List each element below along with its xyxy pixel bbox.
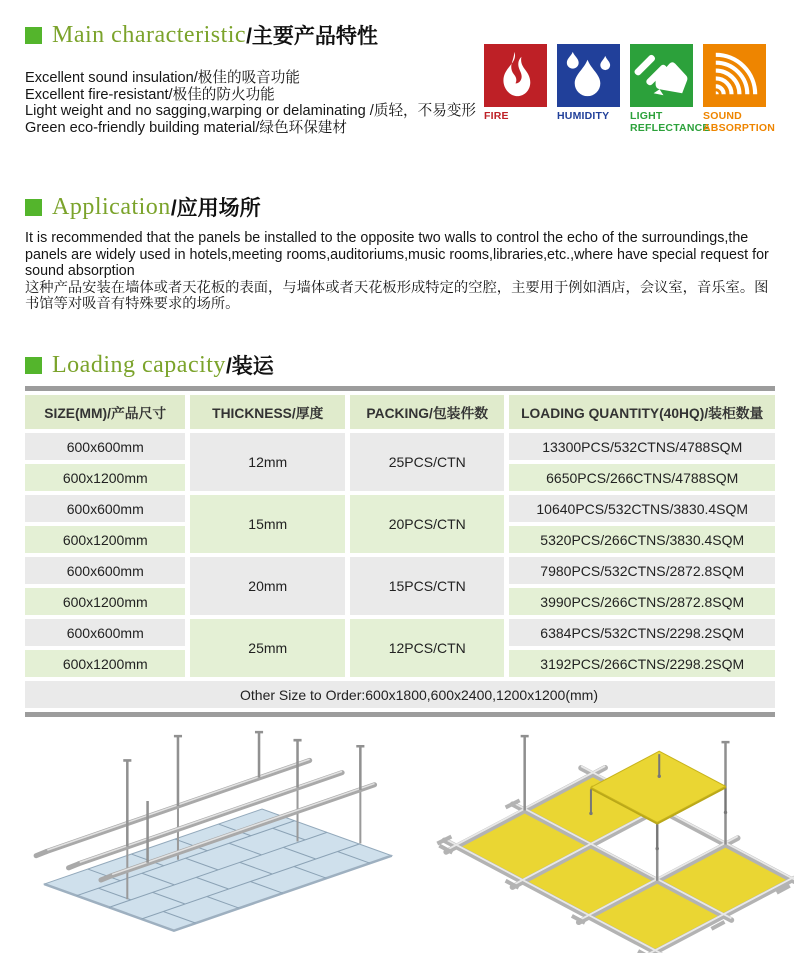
light-reflectance-icon (630, 44, 693, 107)
thickness-cell: 25mm (190, 619, 345, 677)
application-paragraph-english: It is recommended that the panels be installed to the opposite two walls to control the echo of the surroundings,the panels are widely used in hotels,meeting rooms,auditoriums,music rooms,libraries,etc.,where have special request for sound absorption (25, 230, 769, 280)
loading-capacity-table-wrap (25, 386, 775, 717)
humidity-icon (557, 44, 620, 107)
feature-humidity (557, 44, 620, 134)
fire-icon (484, 44, 547, 107)
col-header-packing: PACKING/包装件数 (350, 395, 505, 429)
table-row (25, 557, 775, 584)
heading-english: Main characteristic (52, 21, 247, 48)
thickness-cell: 12mm (190, 433, 345, 491)
green-square-bullet-icon (25, 27, 42, 44)
size-cell: 600x1200mm (25, 526, 185, 553)
col-header-thickness: THICKNESS/厚度 (190, 395, 345, 429)
col-header-size: SIZE(MM)/产品尺寸 (25, 395, 185, 429)
size-cell: 600x1200mm (25, 650, 185, 677)
packing-cell: 25PCS/CTN (350, 433, 505, 491)
feature-sound-absorption (703, 44, 776, 134)
size-cell: 600x1200mm (25, 464, 185, 491)
loading-cell: 5320PCS/266CTNS/3830.4SQM (509, 526, 775, 553)
size-cell: 600x600mm (25, 619, 185, 646)
humidity-label: HUMIDITY (557, 110, 610, 122)
size-cell: 600x600mm (25, 495, 185, 522)
packing-cell: 20PCS/CTN (350, 495, 505, 553)
packing-cell: 12PCS/CTN (350, 619, 505, 677)
application-paragraph-chinese: 这种产品安装在墙体或者天花板的表面，与墙体或者天花板形成特定的空腔，主要用于例如酒店，会议室，音乐室。图书馆等对吸音有特殊要求的场所。 (25, 279, 769, 312)
suspended-ceiling-carrier-illustration (26, 730, 411, 953)
application-heading (25, 192, 800, 222)
characteristic-line: Green eco-friendly building material/绿色环保建材 (25, 119, 347, 136)
other-size-note: Other Size to Order:600x1800,600x2400,1200x1200(mm) (25, 681, 775, 708)
size-cell: 600x600mm (25, 557, 185, 584)
loading-cell: 6650PCS/266CTNS/4788SQM (509, 464, 775, 491)
packing-cell: 15PCS/CTN (350, 557, 505, 615)
light-reflectance-label: LIGHT REFLECTANCE (630, 110, 710, 134)
loading-cell: 7980PCS/532CTNS/2872.8SQM (509, 557, 775, 584)
thickness-cell: 20mm (190, 557, 345, 615)
feature-fire (484, 44, 547, 134)
application-paragraph (25, 230, 775, 312)
heading-english: Loading capacity (52, 351, 226, 378)
sound-absorption-icon (703, 44, 766, 107)
table-row (25, 495, 775, 522)
table-row (25, 681, 775, 708)
feature-icon-strip (484, 44, 776, 134)
thickness-cell: 15mm (190, 495, 345, 553)
loading-cell: 6384PCS/532CTNS/2298.2SQM (509, 619, 775, 646)
green-square-bullet-icon (25, 199, 42, 216)
size-cell: 600x1200mm (25, 588, 185, 615)
characteristic-line: Excellent fire-resistant/极佳的防火功能 (25, 86, 275, 103)
loading-cell: 13300PCS/532CTNS/4788SQM (509, 433, 775, 460)
sound-absorption-label: SOUND ABSORPTION (703, 110, 776, 134)
green-square-bullet-icon (25, 357, 42, 374)
fire-label: FIRE (484, 110, 509, 122)
loading-cell: 3192PCS/266CTNS/2298.2SQM (509, 650, 775, 677)
size-cell: 600x600mm (25, 433, 185, 460)
table-header-row (25, 395, 775, 429)
heading-chinese: /应用场所 (170, 197, 261, 221)
heading-chinese: /装运 (225, 355, 274, 379)
heading-chinese: /主要产品特性 (246, 25, 378, 48)
loading-cell: 3990PCS/266CTNS/2872.8SQM (509, 588, 775, 615)
col-header-loading-quantity: LOADING QUANTITY(40HQ)/装柜数量 (509, 395, 775, 429)
loading-capacity-heading (25, 350, 800, 380)
characteristic-line: Excellent sound insulation/极佳的吸音功能 (25, 70, 300, 86)
table-row (25, 433, 775, 460)
heading-english: Application (52, 193, 171, 220)
characteristic-line: Light weight and no sagging,warping or delaminating /质轻，不易变形 (25, 103, 477, 120)
loading-capacity-table (20, 391, 780, 712)
table-row (25, 619, 775, 646)
loading-cell: 10640PCS/532CTNS/3830.4SQM (509, 495, 775, 522)
feature-light-reflectance (630, 44, 710, 134)
t-grid-panel-illustration (412, 712, 794, 953)
